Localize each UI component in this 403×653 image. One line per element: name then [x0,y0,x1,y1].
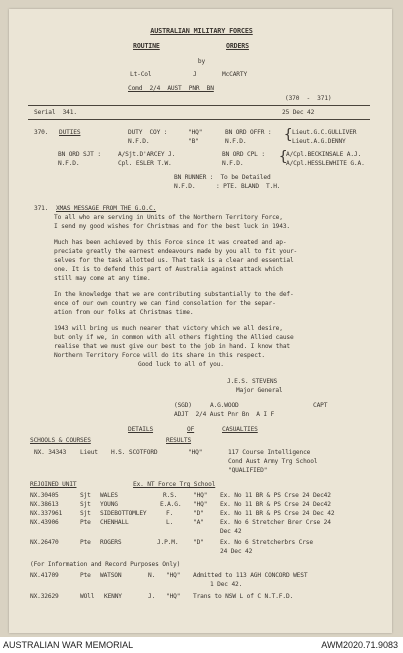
duties-heading: DUTIES [59,129,81,136]
signatory-name: J.E.S. STEVENS [227,378,278,385]
command-line: Comd 2/4 AUST PNR BN [128,85,214,92]
initials: J. [148,593,156,600]
commander-initial: J [193,71,197,78]
duty-coy-nfd: N.F.D. [128,138,150,145]
rejoined-label: REJOINED UNIT [30,481,77,488]
surname: YOUNG [100,501,118,508]
bn-ord-cpl-1: A/Cpl.BECKINSALE A.J. [286,151,362,158]
message-line: Much has been achieved by this Force since it was created and ap- [54,239,287,246]
adjutant-rank: CAPT [313,402,328,409]
school-coy: "HQ" [188,449,203,456]
info-note: (For Information and Record Purposes Only) [30,561,181,568]
routine-title: ROUTINE [133,42,160,50]
message-line: preciate greatly the earnest endeavours made by you all to fit your- [54,248,298,255]
bn-ord-sjt-nfd: N.F.D. [58,160,80,167]
details: Ex. No 11 BR & PS Crse 24 Dec 42 [220,510,335,517]
duty-coy-hq: "HQ" [188,129,203,136]
duty-coy-label: DUTY COY : [128,129,168,136]
surname: WATSON [100,572,122,579]
casualties-heading-of: OF [187,426,195,433]
school-text-1: 117 Course Intelligence [228,449,311,456]
orders-title: ORDERS [226,42,249,50]
bn-ord-offr-nfd: N.F.D. [225,138,247,145]
service-no: NX.38613 [30,501,59,508]
casualties-heading-casualties: CASUALTIES [222,426,258,433]
company: "HQ" [166,593,181,600]
schools-label: SCHOOLS & COURSES [30,437,91,444]
message-line: but only if we, in common with all others fighting the Allied cause [54,334,294,341]
service-no: NX.43906 [30,519,59,526]
rank: Sjt [80,501,91,508]
initials: N. [148,572,156,579]
bn-ord-offr-2: Lieut.A.G.DENNY [292,138,346,145]
bn-ord-offr-label: BN ORD OFFR : [225,129,272,136]
service-no: NX.41709 [30,572,59,579]
school-name: H.S. SCOTFORD [111,449,158,456]
details: Ex. No 11 BR & PS Crse 24 Dec42 [220,501,331,508]
message-line: realise that we must give our best to the job in hand. I know that [54,343,290,350]
message-line: To all who are serving in Units of the Northern Territory Force, [54,214,283,221]
service-no: NX.26470 [30,539,59,546]
message-closing: Good luck to all of you. [138,361,224,368]
company: "HQ" [166,572,181,579]
rank: Sjt [80,510,91,517]
surname: CHENHALL [100,519,129,526]
page-reference: (370 - 371) [285,95,332,102]
bn-runner-label: BN RUNNER : To be Detailed [174,174,271,181]
details: Trans to NSW L of C N.T.F.D. [193,593,294,600]
company: "HQ" [193,492,208,499]
bn-ord-sjt-1: A/Sjt.D'ARCEY J. [118,151,176,158]
details: Ex. No 11 BR & PS Crse 24 Dec42 [220,492,331,499]
brace-offr: { [284,127,293,143]
rank: WOll [80,593,95,600]
initials: E.A.G. [160,501,182,508]
bn-runner-name: : PTE. BLAND T.H. [216,183,281,190]
surname: WALES [100,492,118,499]
message-line: 1943 will bring us much nearer that victory which we all desire, [54,325,283,332]
xmas-heading: XMAS MESSAGE FROM THE G.O.C. [56,205,157,212]
message-line: Northern Territory Force will do its share in this respect. [54,352,265,359]
school-text-3: "QUALIFIED" [228,467,268,474]
rank: Pte [80,572,91,579]
bn-runner-nfd: N.F.D. [174,183,196,190]
bn-ord-sjt-2: Cpl. ESLER T.W. [118,160,172,167]
serial-rule [28,119,370,120]
bn-ord-cpl-nfd: N.F.D. [222,160,244,167]
school-rank: Lieut [80,449,98,456]
initials: F. [166,510,174,517]
commander-name: McCARTY [222,71,248,78]
rank: Sjt [80,492,91,499]
archive-credit-bar [0,637,403,653]
duties-number: 370. [34,129,49,136]
signatory-rank: Major General [236,387,283,394]
adjutant-unit: ADJT 2/4 Aust Pnr Bn A I F [174,411,275,418]
company: "A" [193,519,204,526]
rank: Pte [80,519,91,526]
details: Dec 42 [220,528,242,535]
details: 24 Dec 42 [220,548,253,555]
rank: Pte [80,539,91,546]
header-rule [28,105,370,106]
message-line: In the knowledge that we are contributing substantially to the def- [54,291,294,298]
archive-name: AUSTRALIAN WAR MEMORIAL [3,640,134,650]
xmas-number: 371. [34,205,49,212]
school-no: NX. 34343 [34,449,67,456]
duty-coy-b: "B" [188,138,199,145]
bn-ord-offr-1: Lieut.G.C.GULLIVER [292,129,357,136]
archive-reference: AWM2020.71.9083 [321,640,398,650]
surname: SIDEBOTTOMLEY [100,510,147,517]
commander-rank: Lt-Col [130,71,152,78]
initials: J.P.M. [157,539,179,546]
school-text-2: Cond Aust Army Trg School [228,458,318,465]
results-label: RESULTS [166,437,192,444]
company: "D" [193,539,204,546]
details: Ex. No 6 Stretcherbrs Crse [220,539,313,546]
bn-ord-sjt-label: BN ORD SJT : [58,151,101,158]
adjutant-name: A.G.WOOD [210,402,239,409]
company: "D" [193,510,204,517]
brace-cpl: { [279,149,288,165]
details: Admitted to 113 AGH CONCORD WEST [193,572,308,579]
by-label: by [197,58,206,65]
initials: R.S. [163,492,178,499]
bn-ord-cpl-label: BN ORD CPL : [222,151,265,158]
company: "HQ" [193,501,208,508]
message-line: still may come at any time. [54,275,151,282]
message-line: one. It is to defend this part of Australia against attack which [54,266,283,273]
surname: KENNY [104,593,122,600]
initials: L. [166,519,174,526]
details: Ex. No 6 Stretcher Brer Crse 24 [220,519,331,526]
sgd-label: (SGD) [174,402,192,409]
details: 1 Dec 42. [210,581,243,588]
service-no: NX.30405 [30,492,59,499]
rejoined-sub: Ex. NT Force Trg School [133,481,216,488]
force-title: AUSTRALIAN MILITARY FORCES [150,27,253,35]
casualties-heading-details: DETAILS [128,426,154,433]
order-date: 25 Dec 42 [282,109,315,116]
message-line: I send my good wishes for Christmas and for the best luck in 1943. [54,223,290,230]
message-line: ation from our folks at Christmas time. [54,309,194,316]
surname: ROGERS [100,539,122,546]
service-no: NX.337961 [30,510,63,517]
bn-ord-cpl-2: A/Cpl.HESSLEWHITE G.A. [286,160,365,167]
serial-number: Serial 341. [34,109,77,116]
message-line: selves for the task allotted us. That task is a clear and essential [54,257,294,264]
message-line: ence of our own country we can find consolation for the separ- [54,300,276,307]
service-no: NX.32629 [30,593,59,600]
